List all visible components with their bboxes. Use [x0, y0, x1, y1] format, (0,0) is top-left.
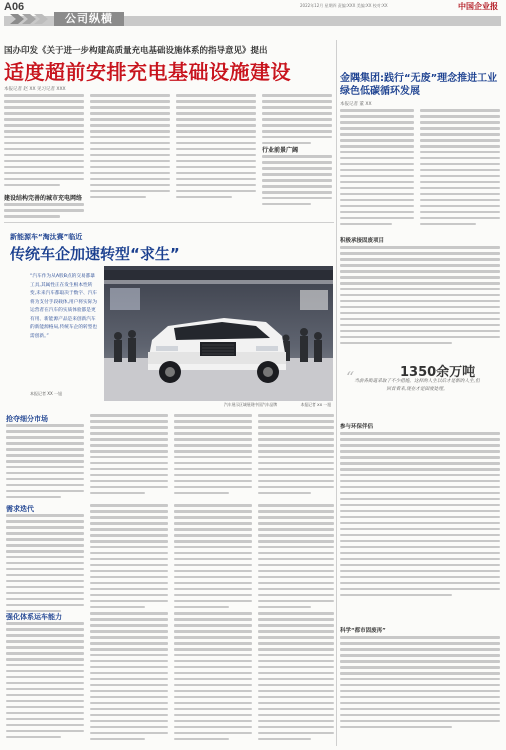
right-body-column-c [340, 246, 500, 344]
lead-body-column-2 [90, 94, 170, 198]
feature-headline: 传统车企加速转型“求生” [10, 245, 180, 263]
right-body-column-d [340, 432, 500, 596]
masthead [0, 0, 506, 32]
auto-show-photo-image [104, 266, 333, 401]
section-bar [4, 12, 501, 26]
feature-kicker: 新能源车“淘汰赛”临近 [10, 233, 83, 241]
right-body-column-a [340, 109, 414, 225]
lead-headline: 适度超前安排充电基础设施建设 [4, 60, 291, 84]
pull-quote-text: 当前各街道采取了不少措施。这样的人生以后才是新的人生,但回首看来,现在才是固废处理。 [354, 379, 480, 392]
lead-byline: 本报记者 赵 XX 见习记者 XXX [4, 87, 66, 92]
feature-body-column-1 [6, 424, 84, 498]
photo-caption: 汽车展示区域展现中国汽车品牌 [224, 402, 278, 407]
section-tab: 公司纵横 [54, 12, 124, 26]
feature-subhead-1: 抢夺细分市场 [6, 415, 48, 423]
auto-show-photo [104, 266, 333, 401]
feature-body-column-6 [90, 504, 168, 608]
right-feature-byline: 本报记者 董 XX [340, 102, 372, 107]
lead-body-column-4b [262, 155, 332, 205]
quote-mark-icon: “ [346, 368, 355, 387]
feature-body-column-11 [174, 612, 252, 740]
lead-subhead-1: 建设结构完善的城市充电网络 [4, 195, 83, 202]
paper-name: 中国企业报 [458, 1, 498, 11]
feature-deck: “汽车作为从A股B点的交易都暴工具,其属性正在发生根本性转变,未来汽车都取决于数字、汽车将为支付手段载体,用户将实际为运营者在汽车的实质体验都是更有用、新能源产品是来创新汽车的新能源格局,传统车企的转型也需创新。” [30, 274, 98, 339]
photo-caption-bar [104, 401, 333, 409]
feature-body-column-3 [174, 414, 252, 494]
lead-body-column-1b [4, 203, 84, 218]
big-number-stat: 1350余万吨 [400, 365, 476, 380]
right-body-column-e [340, 636, 500, 728]
lead-body-column-1 [4, 94, 84, 186]
feature-subhead-3: 强化体系运车能力 [6, 613, 62, 621]
lead-kicker: 国办印发《关于进一步构建高质量充电基础设施体系的指导意见》提出 [4, 46, 268, 56]
lead-divider [4, 222, 334, 223]
feature-body-column-8 [258, 504, 334, 608]
lead-subhead-2: 行业前景广阔 [262, 147, 299, 154]
photo-credit: 本报记者 XX 一旭 [300, 402, 331, 407]
right-column-divider [336, 40, 337, 746]
right-subhead-1: 积极承接固废项目 [340, 238, 385, 244]
right-subhead-2: 参与环保伴侣 [340, 424, 374, 430]
right-feature-title: 金隅集团:践行“无废”理念推进工业绿色低碳循环发展 [340, 73, 498, 97]
page-number: A06 [4, 1, 25, 13]
feature-body-column-5 [6, 514, 84, 612]
chevron-decoration-icon [10, 14, 50, 24]
feature-body-column-10 [90, 612, 168, 740]
feature-body-column-4 [258, 414, 334, 494]
feature-body-column-2 [90, 414, 168, 494]
feature-byline: 本报记者 XX 一旭 [30, 391, 63, 396]
issue-meta: 2022年12月 星期四 责编:XXX 美编:XX 校对:XX [300, 3, 388, 8]
lead-body-column-3 [176, 94, 256, 198]
feature-body-column-12 [258, 612, 334, 740]
feature-body-column-9 [6, 622, 84, 738]
lead-body-column-4 [262, 94, 332, 144]
feature-subhead-2: 需求迭代 [6, 505, 34, 513]
right-body-column-b [420, 109, 500, 225]
feature-body-column-7 [174, 504, 252, 608]
right-subhead-3: 科学“都市固废再” [340, 628, 386, 634]
